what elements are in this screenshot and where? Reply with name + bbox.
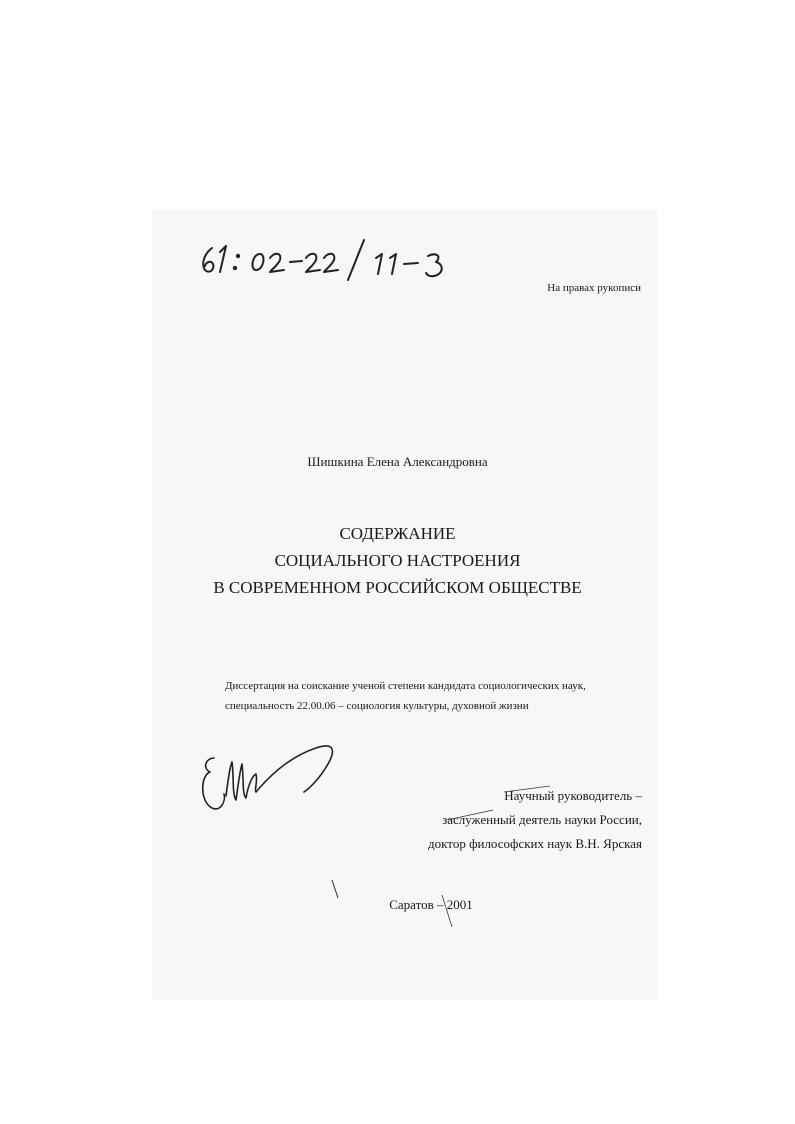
dissertation-statement: [225, 676, 586, 716]
supervisor-line: Научный руководитель –: [504, 788, 642, 803]
title-line: СОДЕРЖАНИЕ: [339, 524, 456, 543]
author-name: Шишкина Елена Александровна: [307, 454, 488, 469]
scanned-page-shade: [152, 210, 657, 1000]
title-line: СОЦИАЛЬНОГО НАСТРОЕНИЯ: [274, 551, 521, 570]
dissertation-line: специальность 22.00.06 – социология культуры, духовной жизни: [225, 700, 529, 712]
author-signature: [196, 736, 346, 816]
city-and-year: Саратов – 2001: [389, 897, 473, 912]
dissertation-line: Диссертация на соискание ученой степени кандидата социологических наук,: [225, 680, 586, 692]
supervisor-line: доктор философских наук В.Н. Ярская: [428, 836, 642, 851]
dissertation-title: [0, 520, 795, 601]
handwritten-archive-code: [198, 232, 468, 282]
pen-stroke-mark: [445, 808, 495, 822]
pen-stroke-mark: [502, 784, 552, 794]
pen-stroke-mark: [440, 893, 454, 929]
scan-mark: [330, 878, 340, 900]
rights-note: На правах рукописи: [547, 282, 641, 294]
title-line: В СОВРЕМЕННОМ РОССИЙСКОМ ОБЩЕСТВЕ: [213, 578, 582, 597]
supervisor-line: заслуженный деятель науки России,: [442, 812, 642, 827]
